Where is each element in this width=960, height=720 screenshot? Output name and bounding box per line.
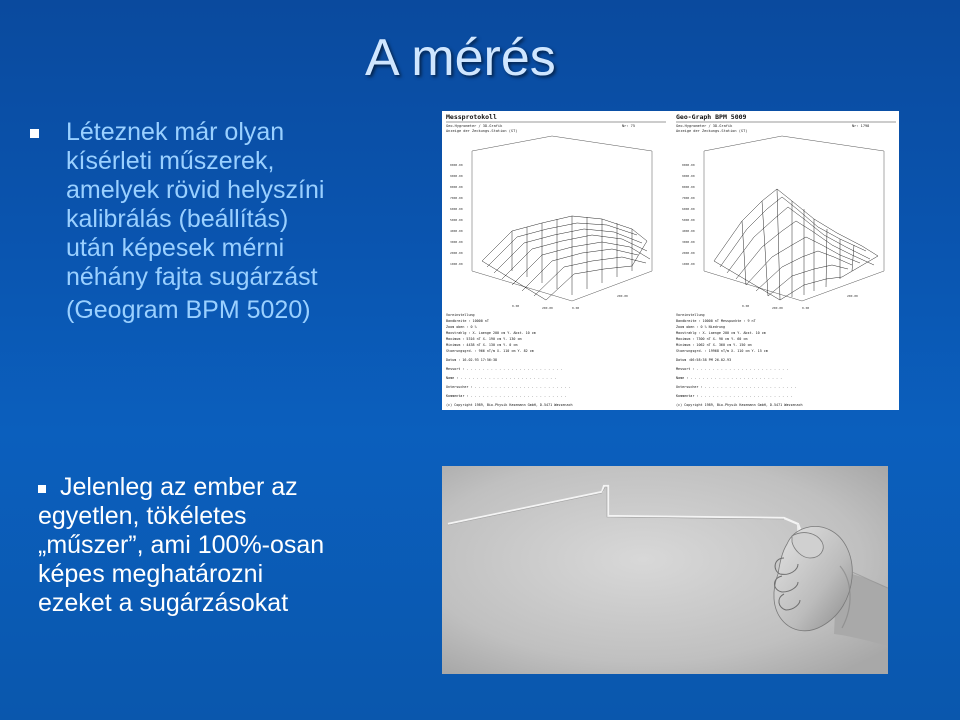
svg-text:Anzeige der Zeckungs-Station: Anzeige der Zeckungs-Station (ST) <box>676 129 748 133</box>
svg-text:2000.00: 2000.00 <box>450 251 463 255</box>
svg-text:7000.00: 7000.00 <box>682 196 695 200</box>
svg-text:5000.00: 5000.00 <box>682 218 695 222</box>
report-right-copyright: (c) Copyright 1989, Bio-Physik Hasemann GmbH, D-5471 Wassenach <box>676 403 803 407</box>
svg-text:Name : . . . . . . .: Name : . . . . . . . . . . . . . . . . . . . . . . . <box>676 376 783 380</box>
hand-with-rod-graphic <box>442 466 888 674</box>
svg-text:Minimum : 4438 nT X: Minimum : 4438 nT X- 130 cm Y- 0 cm <box>446 343 518 347</box>
svg-text:Zoom oben : 0 %: Zoom oben : 0 % <box>446 325 477 329</box>
svg-text:Voreinstellung: Voreinstellung <box>446 313 475 317</box>
svg-text:Messort : . . . . . . .: Messort : . . . . . . . . . . . . . . . . . . . . . . . <box>676 367 789 371</box>
svg-text:0.00: 0.00 <box>512 304 520 308</box>
svg-text:Voreinstellung: Voreinstellung <box>676 313 705 317</box>
svg-text:Geo-Hygrometer / 3D-Grafik: Geo-Hygrometer / 3D-Grafik <box>446 124 503 128</box>
report-left-header: Messprotokoll <box>446 113 497 121</box>
svg-text:Bandbreite : 10000 nT: Bandbreite : 10000 nT Messpunkte : 9 nT <box>676 319 756 323</box>
svg-text:Kommentar : . . . . . . .: Kommentar : . . . . . . . . . . . . . . . . . . . . . . . <box>676 394 793 398</box>
svg-text:Maxstrahlg : X-: Maxstrahlg : X- Laenge 200 cm Y- Abst. 10 cm <box>446 331 536 335</box>
svg-text:Kommentar : . . . . . . .: Kommentar : . . . . . . . . . . . . . . . . . . . . . . . . <box>446 394 567 398</box>
svg-text:1000.00: 1000.00 <box>682 262 695 266</box>
report-right-header: Geo-Graph BPM 5009 <box>676 113 747 121</box>
geogram-report-graphic <box>442 111 899 410</box>
svg-text:200.00: 200.00 <box>542 306 553 310</box>
svg-text:Maximum : 5316 nT X: Maximum : 5316 nT X- 190 cm Y- 130 cm <box>446 337 522 341</box>
svg-text:3000.00: 3000.00 <box>682 240 695 244</box>
svg-text:Stoerungsgrd. : 19968 nT/m X-: Stoerungsgrd. : 19968 nT/m X- 110 cm Y- 15 cm <box>676 349 768 353</box>
bullet-line: ezeket a sugárzásokat <box>38 589 289 617</box>
svg-text:Maxstrahlg : X- L: Maxstrahlg : X- Laenge 200 cm Y- Abst. 10 cm <box>676 331 766 335</box>
svg-text:0.00: 0.00 <box>742 304 750 308</box>
bullet-square-icon <box>30 129 39 138</box>
dowsing-rod-photo <box>442 466 888 674</box>
bullet-line: képes meghatározni <box>38 560 264 588</box>
svg-text:Nr: 1798: Nr: 1798 <box>852 124 870 128</box>
svg-text:Name : . . . . . . .: Name : . . . . . . . . . . . . . . . . . . . . . . . . <box>446 376 557 380</box>
svg-text:8000.00: 8000.00 <box>450 185 463 189</box>
svg-text:8000.00: 8000.00 <box>682 185 695 189</box>
svg-text:0000.00: 0000.00 <box>450 163 463 167</box>
svg-text:Zoom oben : 0 %: Zoom oben : 0 % Niedrung <box>676 325 725 329</box>
geogram-report-image <box>442 111 899 410</box>
bullet-line: után képesek mérni <box>66 234 285 262</box>
bullet-line: kalibrálás (beállítás) <box>66 205 289 233</box>
bullet-line: amelyek rövid helyszíni <box>66 176 325 204</box>
svg-text:200.00: 200.00 <box>617 294 628 298</box>
bullet-line: Léteznek már olyan <box>66 118 285 146</box>
svg-text:Untersucher : . . . . . . .: Untersucher : . . . . . . . . . . . . . . . . . . . . . . . . <box>446 385 571 389</box>
svg-text:2000.00: 2000.00 <box>682 251 695 255</box>
svg-text:0.00: 0.00 <box>802 306 810 310</box>
svg-text:Anzeige der Zeckungs-Station: Anzeige der Zeckungs-Station (ST) <box>446 129 518 133</box>
svg-text:Minimum : 1062 nT X-: Minimum : 1062 nT X- 360 cm Y- 150 cm <box>676 343 752 347</box>
svg-text:4000.00: 4000.00 <box>682 229 695 233</box>
bullet-line: Jelenleg az ember az <box>60 473 298 501</box>
slide-title: A mérés <box>365 29 556 87</box>
svg-text:Nr: 75: Nr: 75 <box>622 124 635 128</box>
svg-text:6000.00: 6000.00 <box>450 207 463 211</box>
svg-text:1000.00: 1000.00 <box>450 262 463 266</box>
svg-text:9000.00: 9000.00 <box>450 174 463 178</box>
svg-text:5000.00: 5000.00 <box>450 218 463 222</box>
svg-text:Maximum : 7300 nT X-: Maximum : 7300 nT X- 90 cm Y- 60 cm <box>676 337 748 341</box>
svg-text:4000.00: 4000.00 <box>450 229 463 233</box>
bullet-instruments <box>38 118 418 325</box>
bullet-line: „műszer”, ami 100%-osan <box>38 531 325 559</box>
bullet-square-icon <box>38 485 46 493</box>
svg-text:Bandbreite : 10000 nT: Bandbreite : 10000 nT <box>446 319 489 323</box>
report-left-copyright: (c) Copyright 1989, Bio-Physik Hasemann GmbH, D-5471 Wassenach <box>446 403 573 407</box>
svg-text:Datum :06:58:38 PM 26: Datum :06:58:38 PM 26.02.93 <box>676 358 732 362</box>
svg-text:200.00: 200.00 <box>772 306 783 310</box>
bullet-line: néhány fajta sugárzást <box>66 263 318 291</box>
bullet-line: kísérleti műszerek, <box>66 147 275 175</box>
bullet-line: egyetlen, tökéletes <box>38 502 247 530</box>
svg-text:Datum : 16.02.93 17:5: Datum : 16.02.93 17:56:38 <box>446 358 498 362</box>
svg-text:200.00: 200.00 <box>847 294 858 298</box>
svg-text:0000.00: 0000.00 <box>682 163 695 167</box>
bullet-note: (Geogram BPM 5020) <box>66 296 311 324</box>
svg-text:Untersucher : . . . . . . .: Untersucher : . . . . . . . . . . . . . . . . . . . . . . . <box>676 385 797 389</box>
svg-text:Stoerungsgrd. : 966 nT/m X: Stoerungsgrd. : 966 nT/m X- 110 cm Y- 82 cm <box>446 349 534 353</box>
svg-text:6000.00: 6000.00 <box>682 207 695 211</box>
svg-text:3000.00: 3000.00 <box>450 240 463 244</box>
svg-text:Messort : . . . . . . .: Messort : . . . . . . . . . . . . . . . . . . . . . . . . <box>446 367 563 371</box>
svg-text:9000.00: 9000.00 <box>682 174 695 178</box>
svg-text:7000.00: 7000.00 <box>450 196 463 200</box>
bullet-human-instrument <box>38 473 433 618</box>
svg-text:0.00: 0.00 <box>572 306 580 310</box>
svg-text:Geo-Hygrometer / 3D-Grafik: Geo-Hygrometer / 3D-Grafik <box>676 124 733 128</box>
